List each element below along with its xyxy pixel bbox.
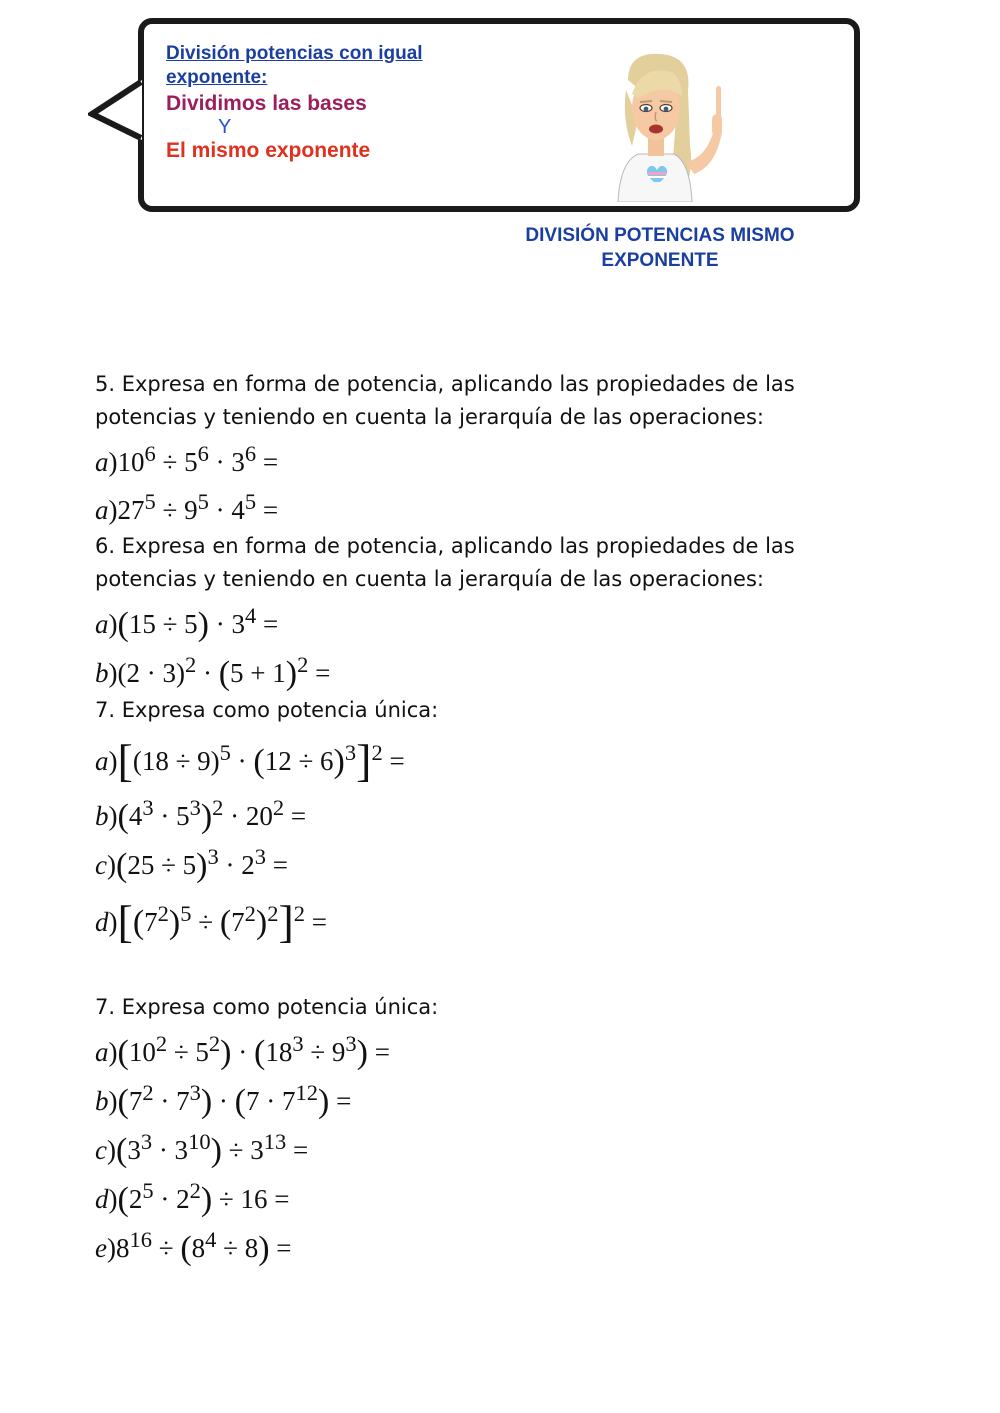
exercise-7c: $c)(25 \div 5)^3 \cdot 2^3$ = [95,844,288,884]
bubble-rule-exponent: El mismo exponente [166,139,371,162]
worksheet-title: DIVISIÓN POTENCIAS MISMO EXPONENTE [525,225,795,271]
exercise-7-second-a: $a)(10^2 \div 5^2) \cdot (18^3 \div 9^3)$ = [95,1031,390,1071]
exercise-7-second-b: $b)(7^2 \cdot 7^3) \cdot (7 \cdot 7^{12})$ = [95,1080,352,1120]
bubble-content [166,42,456,163]
exercise-5b: $a)27^5 \div 9^5 \cdot 4^5$ = [95,489,279,525]
exercise-7-second-instruction: 7. Expresa como potencia única: [95,995,439,1019]
exercise-5-instruction: 5. Expresa en forma de potencia, aplicando las propiedades de las potencias y teniendo en cuenta la jerarquía de las operaciones: [95,372,795,429]
exercise-7-second-d: $d)(2^5 \cdot 2^2) \div 16$ = [95,1178,290,1218]
exercise-7d: $d)[(7^2)^5 \div (7^2)^2]^2$ = [95,896,328,947]
exercise-6b: $b)(2 \cdot 3)^2 \cdot (5 + 1)^2$ = [95,652,331,692]
bubble-connector: Y [218,116,232,138]
teacher-avatar-illustration [598,50,738,202]
speech-bubble-tail [88,80,148,140]
exercise-5a: $a)10^6 \div 5^6 \cdot 3^6$ = [95,441,279,477]
exercises [95,368,855,1269]
bubble-rule-bases: Dividimos las bases [166,92,367,115]
bubble-title: División potencias con igual exponente: [166,43,423,88]
exercise-7b: $b)(4^3 \cdot 5^3)^2 \cdot 20^2$ = [95,795,307,835]
exercise-7a: $a)[(18 \div 9)^5 \cdot (12 \div 6)^3]^2$ = [95,735,405,786]
exercise-7-second-c: $c)(3^3 \cdot 3^{10}) \div 3^{13}$ = [95,1129,309,1169]
exercise-7-second-e: $e)8^{16} \div (8^4 \div 8)$ = [95,1227,292,1267]
exercise-7-instruction: 7. Expresa como potencia única: [95,698,439,722]
exercise-6a: $a)(15 \div 5) \cdot 3^4$ = [95,603,279,643]
exercise-6-instruction: 6. Expresa en forma de potencia, aplicando las propiedades de las potencias y teniendo en cuenta la jerarquía de las operaciones: [95,534,795,591]
